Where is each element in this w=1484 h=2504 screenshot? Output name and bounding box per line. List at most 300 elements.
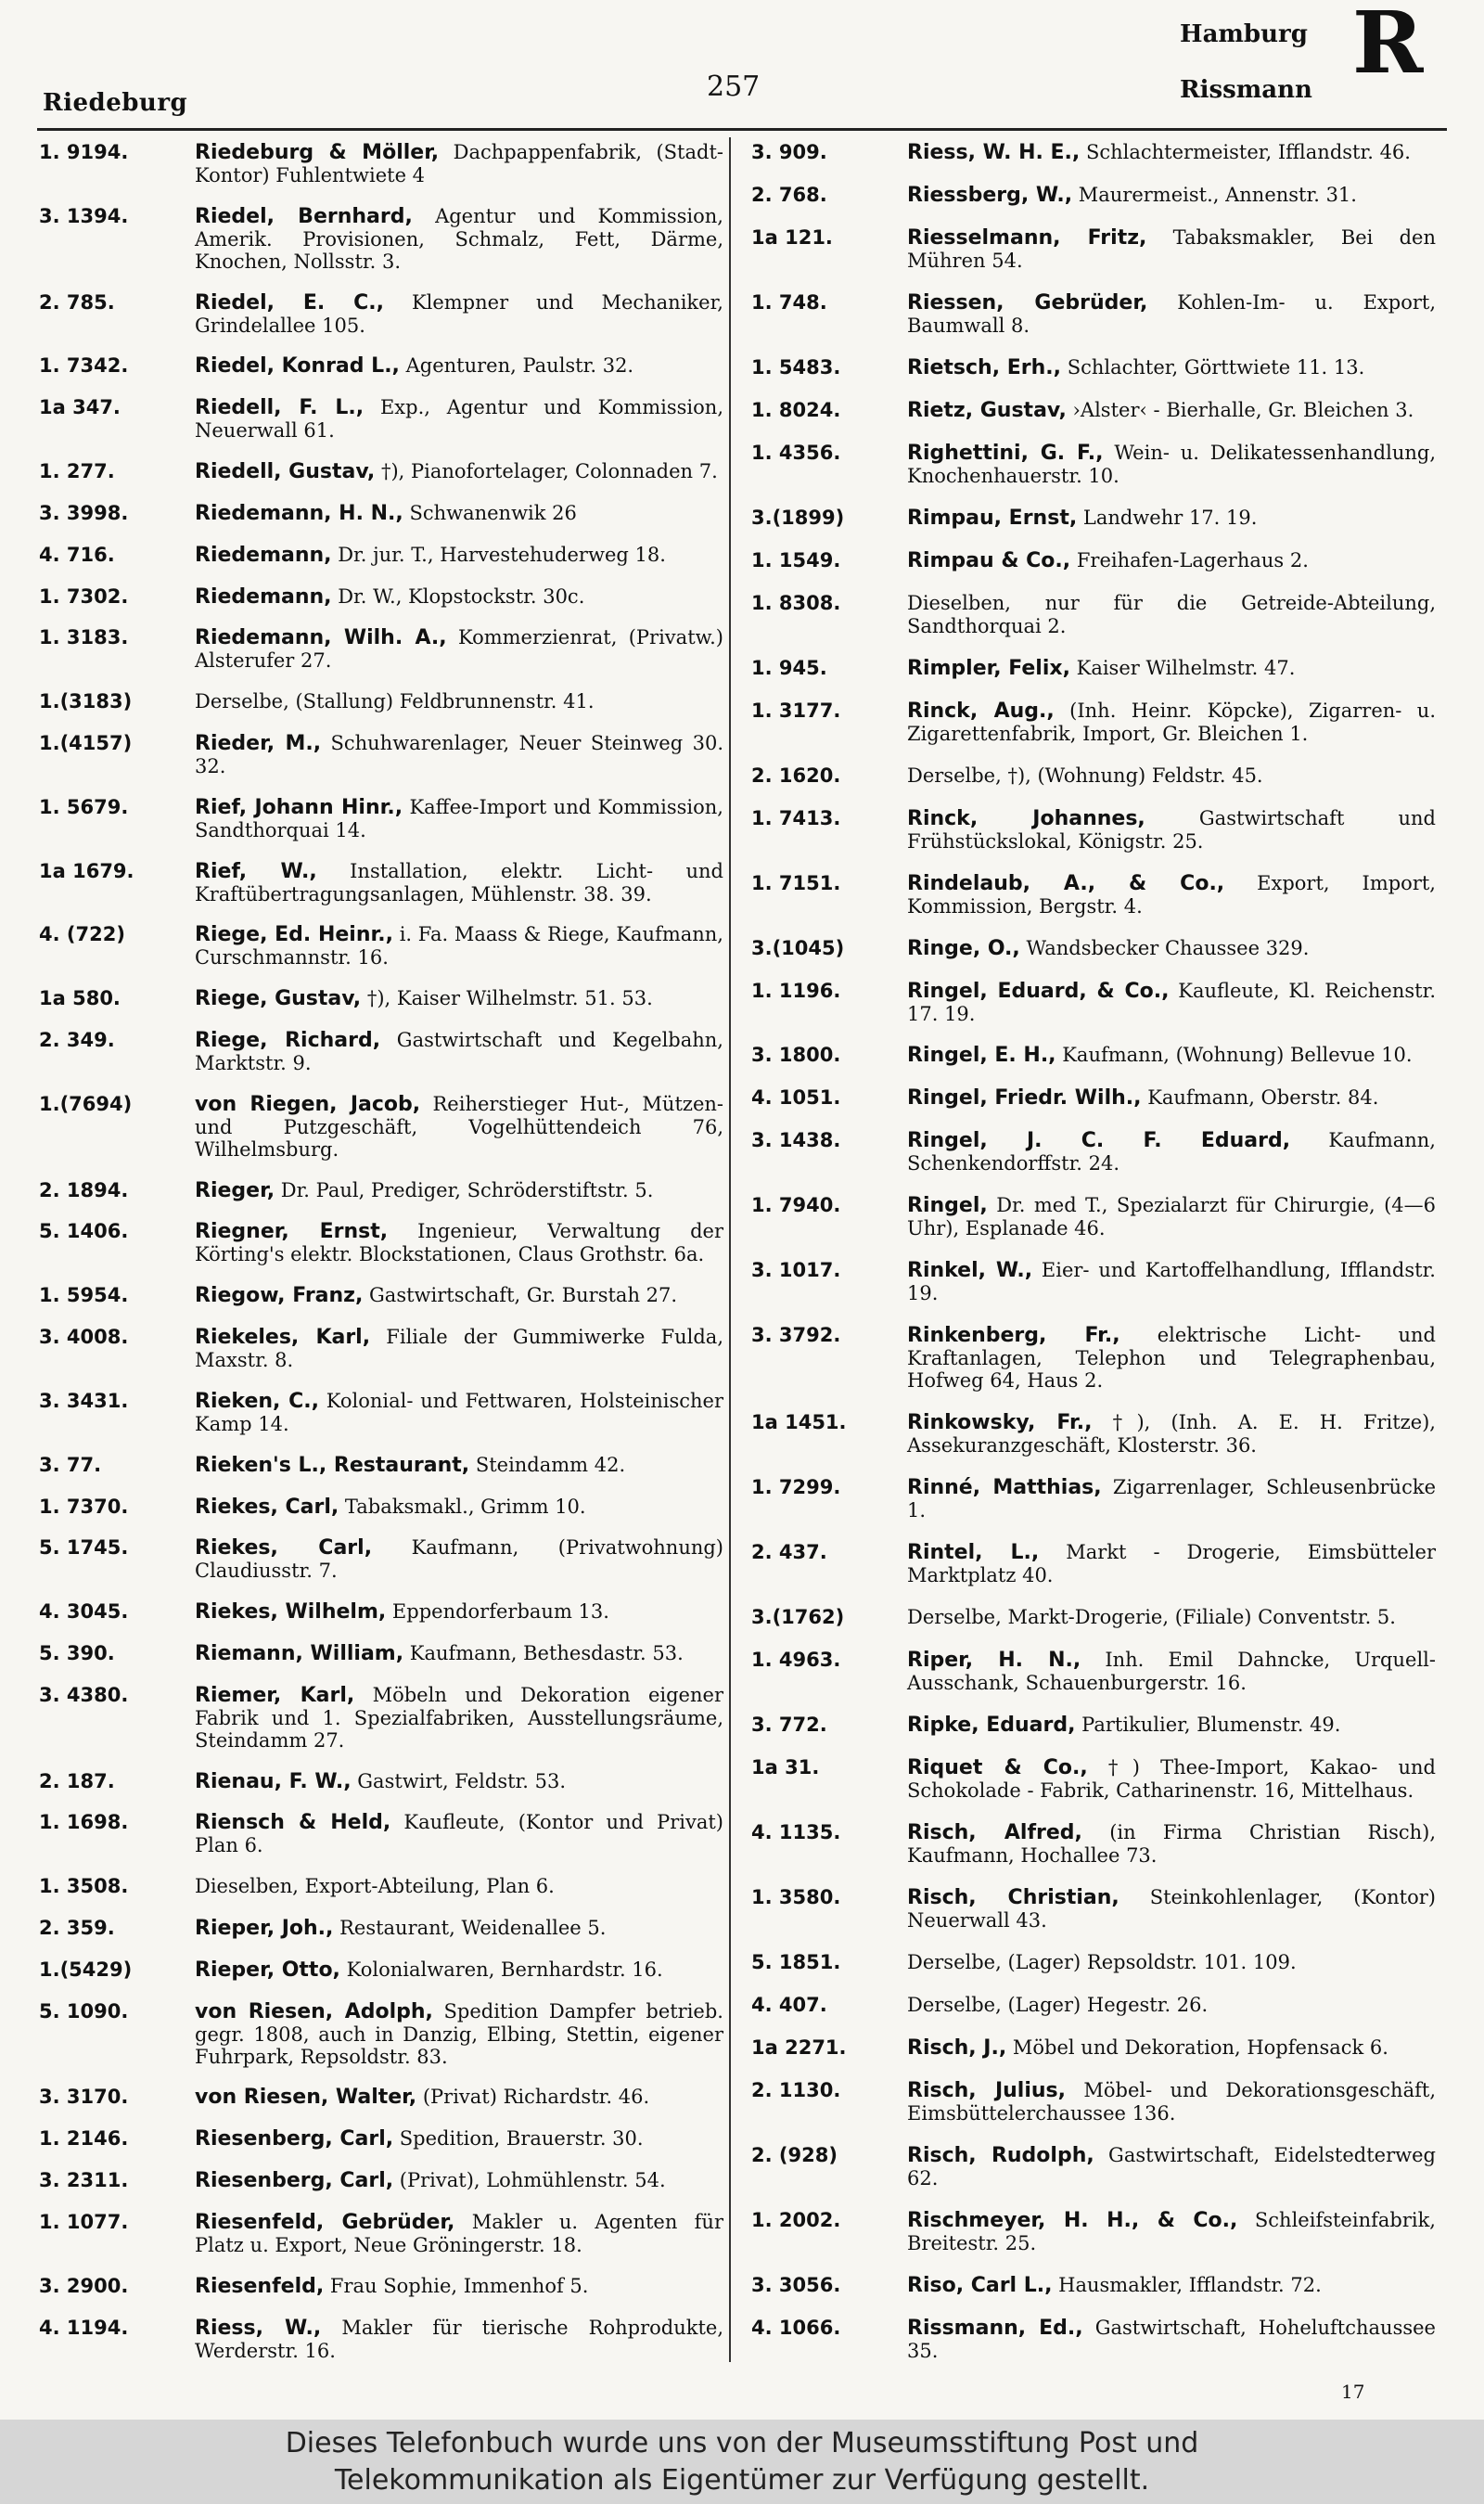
entry-name: Risch, Christian, xyxy=(907,1886,1119,1910)
entry-text xyxy=(907,549,1436,572)
entry-name: Rintel, L., xyxy=(907,1541,1040,1565)
directory-entry xyxy=(751,2144,1436,2189)
entry-name: Rietsch, Erh., xyxy=(907,355,1061,379)
entry-text xyxy=(195,2169,723,2192)
directory-entry xyxy=(751,872,1436,918)
entry-details: Kaufmann, Oberstr. 84. xyxy=(1147,1086,1379,1110)
entry-phone-number: 2. 187. xyxy=(39,1769,115,1792)
entry-name: Riess, W. H. E., xyxy=(907,141,1081,164)
entry-text xyxy=(195,1179,723,1202)
entry-name: Rinkel, W., xyxy=(907,1259,1033,1283)
entry-text xyxy=(195,1958,723,1982)
entry-details: Kaufleute, (Kontor und Privat) Plan 6. xyxy=(195,1811,723,1857)
banner-line-1: Dieses Telefonbuch wurde uns von der Museumsstiftung Post und xyxy=(285,2427,1199,2459)
entry-text xyxy=(195,1642,723,1665)
directory-entry xyxy=(39,544,723,567)
entry-phone-number: 2. 437. xyxy=(751,1541,827,1564)
entry-phone-number: 5. 390. xyxy=(39,1641,115,1664)
entry-text xyxy=(907,1714,1436,1737)
directory-entry xyxy=(751,226,1436,272)
ownership-banner xyxy=(0,2420,1484,2504)
entry-details: Möbel- und Dekorationsgeschäft, Eimsbüttelerchaussee 136. xyxy=(907,2078,1436,2125)
entry-details: Partikulier, Blumenstr. 49. xyxy=(1081,1714,1341,1737)
directory-entry xyxy=(751,1541,1436,1586)
directory-entry xyxy=(751,399,1436,422)
entry-phone-number: 1. 7342. xyxy=(39,354,129,378)
directory-entry xyxy=(39,2127,723,2151)
entry-details: (in Firma Christian Risch), Kaufmann, Hochallee 73. xyxy=(907,1821,1436,1868)
entry-name: von Riesen, Walter, xyxy=(195,2086,417,2110)
entry-name: Riedel, E. C., xyxy=(195,290,385,315)
entry-name: Riedeburg & Möller, xyxy=(195,141,440,164)
entry-name: Risch, Alfred, xyxy=(907,1821,1082,1845)
entry-phone-number: 1a 580. xyxy=(39,987,121,1010)
entry-details: Kolonialwaren, Bernhardstr. 16. xyxy=(346,1958,663,1981)
entry-text xyxy=(195,1454,723,1477)
entry-details: Dieselben, Export-Abteilung, Plan 6. xyxy=(195,1875,555,1898)
entry-name: Riess, W., xyxy=(195,2316,322,2340)
directory-entry xyxy=(751,2036,1436,2060)
directory-entry xyxy=(751,1194,1436,1239)
entry-text xyxy=(907,937,1436,960)
entry-name: Riedemann, H. N., xyxy=(195,501,403,525)
directory-entry xyxy=(39,2000,723,2068)
entry-name: Riedel, Bernhard, xyxy=(195,204,413,228)
entry-phone-number: 3. 1438. xyxy=(751,1129,841,1152)
entry-phone-number: 3.(1045) xyxy=(751,936,845,959)
directory-entry xyxy=(39,460,723,483)
entry-name: Riedel, Konrad L., xyxy=(195,354,400,379)
directory-entry xyxy=(39,1600,723,1624)
entry-phone-number: 4. 1051. xyxy=(751,1086,841,1110)
entry-phone-number: 1. 5954. xyxy=(39,1284,129,1307)
entry-name: Riedemann, Wilh. A., xyxy=(195,626,447,650)
entry-details: Makler u. Agenten für Platz u. Export, Neue Gröningerstr. 18. xyxy=(195,2210,723,2256)
entry-details: Exp., Agentur und Kommission, Neuerwall 61. xyxy=(195,396,723,443)
entry-text xyxy=(195,205,723,273)
entry-name: Riso, Carl L., xyxy=(907,2273,1053,2297)
header-last-name: Rissmann xyxy=(1180,76,1312,104)
entry-details: Ingenieur, Verwaltung der Körting's elektr. Blockstationen, Claus Grothstr. 6a. xyxy=(195,1220,723,1266)
entry-text xyxy=(907,2209,1436,2254)
entry-details: Steindamm 42. xyxy=(475,1453,626,1476)
entry-details: Installation, elektr. Licht- und Kraftübertragungsanlagen, Mühlenstr. 38. 39. xyxy=(195,859,723,905)
entry-text xyxy=(907,141,1436,164)
directory-entry xyxy=(39,690,723,713)
entry-name: Rinck, Aug., xyxy=(907,699,1055,723)
entry-text xyxy=(195,585,723,609)
directory-entry xyxy=(751,1044,1436,1067)
directory-entry xyxy=(39,1875,723,1898)
directory-entry xyxy=(39,291,723,337)
entry-text xyxy=(195,2275,723,2298)
entry-text xyxy=(907,1951,1436,1974)
entry-phone-number: 4. 716. xyxy=(39,543,115,566)
entry-details: Eppendorferbaum 13. xyxy=(391,1600,609,1624)
entry-name: Riekeles, Karl, xyxy=(195,1326,371,1350)
directory-entry xyxy=(751,507,1436,530)
entry-details: Zigarrenlager, Schleusenbrücke 1. xyxy=(907,1476,1436,1522)
directory-entry xyxy=(39,860,723,905)
entry-phone-number: 3.(1899) xyxy=(751,506,845,529)
entry-name: Rimpler, Felix, xyxy=(907,656,1070,680)
entry-phone-number: 1a 1451. xyxy=(751,1411,847,1434)
entry-phone-number: 4. 3045. xyxy=(39,1600,129,1624)
entry-text xyxy=(907,1606,1436,1629)
directory-entry xyxy=(39,2317,723,2362)
entry-text xyxy=(907,764,1436,788)
directory-entry xyxy=(39,1029,723,1074)
entry-details: Restaurant, Weidenallee 5. xyxy=(339,1917,607,1939)
entry-name: Rietz, Gustav, xyxy=(907,398,1067,422)
directory-entry xyxy=(751,291,1436,337)
directory-entry xyxy=(39,396,723,442)
entry-text xyxy=(907,184,1436,207)
entry-name: Risch, J., xyxy=(907,2035,1007,2060)
entry-phone-number: 3. 1394. xyxy=(39,204,129,227)
entry-phone-number: 1. 5483. xyxy=(751,355,841,379)
entry-details: Möbeln und Dekoration eigener Fabrik und 1. Spezialfabriken, Ausstellungsräume, Steindamm 27. xyxy=(195,1683,723,1752)
entry-text xyxy=(195,396,723,442)
directory-entry xyxy=(39,1284,723,1307)
entry-phone-number: 4. 1066. xyxy=(751,2316,841,2339)
entry-phone-number: 1. 2146. xyxy=(39,2127,129,2151)
entry-details: Kaufmann, Schenkendorffstr. 24. xyxy=(907,1129,1436,1175)
entry-details: Freihafen-Lagerhaus 2. xyxy=(1076,548,1309,571)
header-first-name: Riedeburg xyxy=(43,89,188,117)
entry-text xyxy=(195,923,723,969)
entry-details: Gastwirtschaft, Hoheluftchaussee 35. xyxy=(907,2316,1436,2362)
entry-text xyxy=(195,1875,723,1898)
directory-entry xyxy=(39,1811,723,1856)
entry-name: Riekes, Carl, xyxy=(195,1495,339,1519)
entry-details: Kaufmann, Bethesdastr. 53. xyxy=(409,1641,684,1664)
entry-details: Steinkohlenlager, (Kontor) Neuerwall 43. xyxy=(907,1886,1436,1933)
entry-name: Riensch & Held, xyxy=(195,1811,391,1835)
entry-details: Dr. med T., Spezialarzt für Chirurgie, (4—6 Uhr), Esplanade 46. xyxy=(907,1194,1436,1240)
directory-entry xyxy=(39,1326,723,1371)
entry-details: Eier- und Kartoffelhandlung, Ifflandstr. 19. xyxy=(907,1259,1436,1305)
entry-phone-number: 3. 1800. xyxy=(751,1044,841,1067)
entry-text xyxy=(907,291,1436,337)
entry-phone-number: 1. 7151. xyxy=(751,871,841,894)
entry-phone-number: 3. 4380. xyxy=(39,1683,129,1706)
entry-details: †), Kaiser Wilhelmstr. 51. 53. xyxy=(366,987,653,1010)
entry-text xyxy=(195,544,723,567)
entry-details: Derselbe, †), (Wohnung) Feldstr. 45. xyxy=(907,764,1263,787)
entry-name: Ringel, E. H., xyxy=(907,1044,1056,1068)
entry-details: Schuhwarenlager, Neuer Steinweg 30. 32. xyxy=(195,731,723,777)
entry-details: Gastwirtschaft, Gr. Burstah 27. xyxy=(369,1284,678,1307)
entry-text xyxy=(195,626,723,672)
entry-text xyxy=(907,1541,1436,1586)
entry-text xyxy=(907,592,1436,637)
entry-text xyxy=(907,1044,1436,1067)
directory-entry xyxy=(751,2274,1436,2297)
header-city: Hamburg xyxy=(1180,20,1308,48)
entry-phone-number: 1.(4157) xyxy=(39,731,133,754)
entry-text xyxy=(195,460,723,483)
directory-entry xyxy=(39,502,723,525)
directory-entry xyxy=(751,141,1436,164)
entry-text xyxy=(195,1770,723,1793)
entry-phone-number: 1. 3580. xyxy=(751,1886,841,1909)
entry-text xyxy=(195,2127,723,2151)
entry-name: Ringe, O., xyxy=(907,936,1020,960)
entry-phone-number: 1. 8308. xyxy=(751,591,841,614)
entry-phone-number: 1. 945. xyxy=(751,656,827,679)
directory-entry xyxy=(39,1496,723,1519)
entry-details: Inh. Emil Dahncke, Urquell-Ausschank, Schauenburgerstr. 16. xyxy=(907,1649,1436,1695)
entry-phone-number: 1. 1077. xyxy=(39,2210,129,2233)
entry-details: Filiale der Gummiwerke Fulda, Maxstr. 8. xyxy=(195,1326,723,1372)
entry-phone-number: 2. 1620. xyxy=(751,764,841,787)
entry-details: (Inh. Heinr. Köpcke), Zigarren- u. Zigarettenfabrik, Import, Gr. Bleichen 1. xyxy=(907,699,1436,745)
directory-entry xyxy=(39,626,723,672)
entry-phone-number: 3. 2900. xyxy=(39,2274,129,2297)
entry-name: Riedell, Gustav, xyxy=(195,460,376,484)
entry-name: Righettini, G. F., xyxy=(907,441,1104,465)
entry-name: Rissmann, Ed., xyxy=(907,2316,1083,2340)
entry-name: Riesselmann, Fritz, xyxy=(907,225,1147,250)
entry-name: Rief, W., xyxy=(195,859,317,883)
entry-name: von Riegen, Jacob, xyxy=(195,1092,421,1116)
entry-phone-number: 3. 3431. xyxy=(39,1389,129,1412)
entry-text xyxy=(907,1756,1436,1802)
directory-entry xyxy=(751,1606,1436,1629)
entry-name: Riege, Richard, xyxy=(195,1029,381,1052)
entry-details: Gastwirtschaft und Frühstückslokal, Königstr. 25. xyxy=(907,806,1436,853)
entry-name: Rimpau & Co., xyxy=(907,548,1071,572)
entry-phone-number: 3. 909. xyxy=(751,141,827,163)
entry-text xyxy=(907,1194,1436,1239)
entry-name: Riedemann, xyxy=(195,543,332,567)
entry-name: Rinkenberg, Fr., xyxy=(907,1324,1120,1348)
entry-details: Derselbe, (Lager) Hegestr. 26. xyxy=(907,1993,1209,2016)
entry-details: Kohlen-Im- u. Export, Baumwall 8. xyxy=(907,290,1436,337)
entry-text xyxy=(907,2317,1436,2362)
directory-entry xyxy=(751,700,1436,745)
entry-phone-number: 2. 1130. xyxy=(751,2078,841,2101)
entry-details: Dachpappenfabrik, (Stadt-Kontor) Fuhlentwiete 4 xyxy=(195,141,723,186)
entry-phone-number: 3. 77. xyxy=(39,1453,102,1476)
directory-entry xyxy=(751,764,1436,788)
entry-details: Gastwirtschaft, Eidelstedterweg 62. xyxy=(907,2143,1436,2189)
entry-phone-number: 5. 1406. xyxy=(39,1220,129,1243)
entry-text xyxy=(907,2274,1436,2297)
entry-phone-number: 3. 1017. xyxy=(751,1259,841,1282)
entry-name: von Riesen, Adolph, xyxy=(195,1999,433,2023)
entry-phone-number: 2. 768. xyxy=(751,183,827,206)
directory-entry xyxy=(39,1642,723,1665)
entry-details: †), (Inh. A. E. H. Fritze), Assekuranzgeschäft, Klosterstr. 36. xyxy=(907,1411,1436,1457)
entry-phone-number: 1. 748. xyxy=(751,290,827,314)
directory-entry xyxy=(751,1649,1436,1694)
entry-details: Agentur und Kommission, Amerik. Provisionen, Schmalz, Fett, Därme, Knochen, Nollsstr. 3. xyxy=(195,204,723,273)
entry-text xyxy=(907,356,1436,379)
entry-text xyxy=(195,354,723,378)
entry-name: Riekes, Carl, xyxy=(195,1536,373,1560)
directory-entry xyxy=(751,1886,1436,1932)
directory-entry xyxy=(39,732,723,777)
directory-entry xyxy=(39,1093,723,1161)
entry-text xyxy=(907,1411,1436,1457)
entry-text xyxy=(195,2000,723,2068)
directory-entry xyxy=(39,1390,723,1435)
entry-phone-number: 1. 7299. xyxy=(751,1476,841,1499)
entry-phone-number: 1. 5679. xyxy=(39,795,129,818)
entry-text xyxy=(195,502,723,525)
directory-entry xyxy=(751,592,1436,637)
directory-entry xyxy=(39,141,723,186)
entry-details: Dr. jur. T., Harvestehuderweg 18. xyxy=(338,543,666,566)
entry-phone-number: 5. 1851. xyxy=(751,1951,841,1973)
entry-text xyxy=(195,1326,723,1371)
entry-text xyxy=(195,2317,723,2362)
entry-name: Riquet & Co., xyxy=(907,1756,1088,1780)
left-column xyxy=(39,141,723,2362)
entry-details: Tabaksmakl., Grimm 10. xyxy=(344,1495,586,1518)
entry-name: Riedemann, xyxy=(195,584,332,609)
entry-text xyxy=(195,2086,723,2109)
entry-details: Gastwirt, Feldstr. 53. xyxy=(357,1769,567,1792)
directory-entry xyxy=(39,923,723,969)
entry-phone-number: 2. (928) xyxy=(751,2143,838,2166)
entry-phone-number: 1. 277. xyxy=(39,460,115,483)
entry-phone-number: 1. 9194. xyxy=(39,141,129,163)
entry-text xyxy=(195,1536,723,1582)
entry-details: Spedition, Brauerstr. 30. xyxy=(399,2127,644,2151)
directory-entry xyxy=(751,1129,1436,1175)
directory-entry xyxy=(39,2169,723,2192)
entry-phone-number: 4. 407. xyxy=(751,1993,827,2016)
directory-entry xyxy=(751,1411,1436,1457)
entry-name: Rieken's L., Restaurant, xyxy=(195,1453,470,1477)
entry-phone-number: 1a 2271. xyxy=(751,2035,847,2059)
entry-text xyxy=(195,690,723,713)
directory-entry xyxy=(39,2211,723,2256)
entry-text xyxy=(195,291,723,337)
entry-name: Riemer, Karl, xyxy=(195,1683,355,1707)
entry-text xyxy=(195,732,723,777)
entry-phone-number: 1. 8024. xyxy=(751,398,841,421)
directory-entry xyxy=(39,987,723,1010)
directory-entry xyxy=(39,1220,723,1265)
entry-name: Rinck, Johannes, xyxy=(907,806,1145,830)
entry-name: Rieder, M., xyxy=(195,731,322,755)
entry-phone-number: 1. 3177. xyxy=(751,699,841,722)
entry-text xyxy=(907,1994,1436,2017)
directory-entry xyxy=(751,356,1436,379)
entry-details: ›Alster‹ - Bierhalle, Gr. Bleichen 3. xyxy=(1072,398,1414,421)
entry-phone-number: 5. 1090. xyxy=(39,1999,129,2022)
entry-text xyxy=(907,399,1436,422)
entry-text xyxy=(907,1259,1436,1304)
directory-entry xyxy=(39,2086,723,2109)
entry-phone-number: 3. 3170. xyxy=(39,2086,129,2109)
entry-phone-number: 5. 1745. xyxy=(39,1536,129,1560)
directory-entry xyxy=(39,354,723,378)
banner-line-2: Telekommunikation als Eigentümer zur Verfügung gestellt. xyxy=(334,2464,1150,2497)
entry-name: Ringel, Eduard, & Co., xyxy=(907,979,1170,1003)
entry-phone-number: 3.(1762) xyxy=(751,1606,845,1629)
entry-phone-number: 3. 3998. xyxy=(39,501,129,524)
entry-phone-number: 1.(7694) xyxy=(39,1092,133,1115)
directory-entry xyxy=(751,1714,1436,1737)
entry-phone-number: 1. 1698. xyxy=(39,1811,129,1834)
directory-entry xyxy=(751,1086,1436,1110)
entry-phone-number: 2. 1894. xyxy=(39,1178,129,1201)
entry-name: Rindelaub, A., & Co., xyxy=(907,871,1225,895)
entry-name: Rinkowsky, Fr., xyxy=(907,1411,1093,1435)
entry-name: Ripke, Eduard, xyxy=(907,1714,1076,1738)
entry-details: Reiherstieger Hut-, Mützen- und Putzgeschäft, Vogelhüttendeich 76, Wilhelmsburg. xyxy=(195,1092,723,1161)
entry-name: Riekes, Wilhelm, xyxy=(195,1600,387,1624)
entry-details: Gastwirtschaft und Kegelbahn, Marktstr. 9. xyxy=(195,1029,723,1074)
entry-name: Rief, Johann Hinr., xyxy=(195,795,403,819)
entry-details: Kaiser Wilhelmstr. 47. xyxy=(1076,656,1296,679)
entry-name: Riegner, Ernst, xyxy=(195,1220,389,1244)
directory-entry xyxy=(39,1917,723,1940)
entry-text xyxy=(907,2036,1436,2060)
entry-details: Kaufleute, Kl. Reichenstr. 17. 19. xyxy=(907,979,1437,1025)
entry-phone-number: 1a 121. xyxy=(751,225,833,249)
entry-details: Klempner und Mechaniker, Grindelallee 105. xyxy=(195,290,723,337)
entry-phone-number: 1. 3508. xyxy=(39,1875,129,1898)
entry-text xyxy=(195,1284,723,1307)
entry-text xyxy=(195,141,723,186)
entry-details: Dr. Paul, Prediger, Schröderstiftstr. 5. xyxy=(280,1178,654,1201)
entry-name: Rieper, Joh., xyxy=(195,1917,334,1940)
entry-details: Tabaksmakler, Bei den Mühren 54. xyxy=(907,225,1436,272)
entry-name: Ringel, J. C. F. Eduard, xyxy=(907,1129,1291,1153)
entry-details: Derselbe, Markt-Drogerie, (Filiale) Conventstr. 5. xyxy=(907,1606,1396,1629)
directory-entry xyxy=(39,796,723,841)
right-column xyxy=(751,141,1436,2362)
entry-phone-number: 2. 359. xyxy=(39,1917,115,1939)
entry-text xyxy=(195,860,723,905)
directory-entry xyxy=(751,1994,1436,2017)
header-rule xyxy=(37,128,1447,131)
entry-name: Rieper, Otto, xyxy=(195,1958,340,1982)
directory-entry xyxy=(751,1821,1436,1867)
directory-entry xyxy=(751,184,1436,207)
entry-text xyxy=(907,507,1436,530)
entry-name: Riege, Ed. Heinr., xyxy=(195,923,393,947)
entry-phone-number: 1. 3183. xyxy=(39,626,129,649)
directory-entry xyxy=(39,1536,723,1582)
entry-details: Schwanenwik 26 xyxy=(409,501,577,524)
entry-text xyxy=(195,2211,723,2256)
directory-entry xyxy=(751,2209,1436,2254)
entry-details: Wandsbecker Chaussee 329. xyxy=(1026,936,1310,959)
entry-text xyxy=(907,1086,1436,1110)
directory-entry xyxy=(39,1770,723,1793)
header-letter: R xyxy=(1352,0,1424,93)
entry-phone-number: 1. 7370. xyxy=(39,1495,129,1518)
entry-phone-number: 2. 349. xyxy=(39,1029,115,1051)
entry-text xyxy=(907,1886,1436,1932)
directory-entry xyxy=(39,1454,723,1477)
directory-entry xyxy=(751,980,1436,1025)
entry-phone-number: 4. (722) xyxy=(39,923,125,946)
entry-text xyxy=(907,807,1436,853)
entry-details: Kaffee-Import und Kommission, Sandthorquai 14. xyxy=(195,795,723,841)
entry-phone-number: 1. 2002. xyxy=(751,2208,841,2231)
entry-text xyxy=(195,1496,723,1519)
directory-entry xyxy=(39,1684,723,1752)
entry-details: elektrische Licht- und Kraftanlagen, Telephon und Telegraphenbau, Hofweg 64, Haus 2. xyxy=(907,1324,1436,1393)
